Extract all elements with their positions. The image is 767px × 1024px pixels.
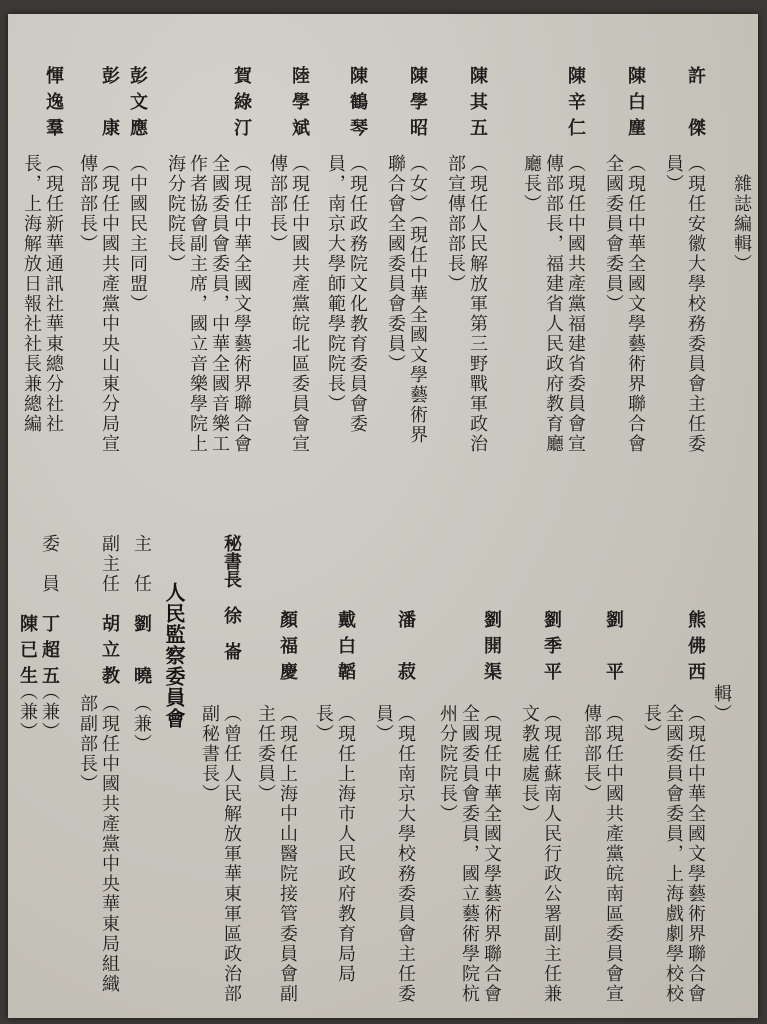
entry-name: 劉 平 (603, 610, 624, 688)
entry-name: 劉季平 (541, 610, 562, 688)
entry-name: 惲逸羣 (43, 66, 64, 144)
committee-name: 丁超五 (39, 614, 60, 692)
entry-text: （曾任人民解放軍華東軍區政治部 (221, 704, 242, 1004)
committee-name: 劉 曉 (131, 614, 152, 692)
entry-name: 熊佛西 (685, 610, 706, 688)
entry-text: （現任中華全國文學藝術界聯合會 (481, 704, 502, 1004)
entry-text: （現任中國共產黨中央山東分局宣 (99, 154, 120, 454)
entry-text: 部宣傳部部長） (445, 154, 466, 294)
entry-text: 傳部部長，福建省人民政府教育廳 (543, 154, 564, 454)
entry-text: 全國委員會委員，國立藝術學院杭 (459, 704, 480, 1004)
entry-text: 主任委員） (255, 704, 276, 804)
entry-text: （現任政務院文化教育委員會委 (347, 154, 368, 434)
entry-text: 員） (373, 704, 394, 744)
committee-text: （兼） (39, 682, 60, 742)
entry-text: （現任中華全國文學藝術界聯合會 (685, 704, 706, 1004)
entry-text: （現任中國共產黨福建省委員會宣 (565, 154, 586, 454)
entry-text: （現任蘇南人民行政公署副主任兼 (541, 704, 562, 1004)
entry-text: 廳長） (521, 154, 542, 214)
committee-text: （兼） (17, 682, 38, 742)
committee-title: 副主任 (99, 534, 120, 594)
entry-text: 全國委員會委員，中華全國音樂工 (209, 154, 230, 454)
entry-text: 傳部部長） (581, 704, 602, 804)
entry-name: 賀綠汀 (231, 66, 252, 144)
committee-title: 委 員 (39, 534, 60, 594)
entry-text: （現任中華全國文學藝術界聯合會 (625, 154, 646, 454)
entry-text: （女）（現任中華全國文學藝術界 (407, 154, 428, 445)
entry-name: 陳辛仁 (565, 66, 586, 144)
committee-name: 陳已生 (17, 614, 38, 692)
entry-name: 戴白韜 (335, 610, 356, 688)
committee-name: 胡立教 (99, 614, 120, 692)
entry-text: （現任安徽大學校務委員會主任委 (685, 154, 706, 454)
entry-name: 陸學斌 (289, 66, 310, 144)
entry-text: 作者協會副主席，國立音樂學院上 (187, 154, 208, 454)
entry-text: 全國委員會委員，上海戲劇學校校 (663, 704, 684, 1004)
entry-name: 許 傑 (685, 66, 706, 144)
committee-text: 部副部長） (77, 694, 98, 794)
book-page (8, 14, 758, 1018)
entry-text: （現任南京大學校務委員會主任委 (395, 704, 416, 1004)
entry-text: 長） (641, 704, 662, 744)
committee-title: 主 任 (131, 534, 152, 594)
entry-name: 彭 康 (99, 66, 120, 144)
entry-text: 傳部部長） (267, 154, 288, 254)
entry-text: （現任上海中山醫院接管委員會副 (277, 704, 298, 1004)
entry-text: 副秘書長） (199, 704, 220, 804)
entry-text: 州分院院長） (437, 704, 458, 824)
entry-text: （現任中華全國文學藝術界聯合會 (231, 154, 252, 454)
entry-name: 陳鶴琴 (347, 66, 368, 144)
entry-text: 海分院院長） (165, 154, 186, 274)
section-heading: 人民監察委員會 (162, 582, 186, 729)
entry-text: 員） (663, 154, 684, 194)
entry-text: 長，上海解放日報社社長兼總編 (21, 154, 42, 434)
entry-name: 陳學昭 (407, 66, 428, 144)
entry-name: 秘書長 徐 崙 (221, 534, 242, 660)
entry-continuation: 雜誌編輯） (731, 174, 752, 274)
entry-text: （現任中國共產黨皖北區委員會宣 (289, 154, 310, 454)
entry-name: 潘 菽 (395, 610, 416, 688)
entry-name: 顏福慶 (277, 610, 298, 688)
entry-name: 彭文應 (127, 66, 148, 144)
entry-name: 劉開渠 (481, 610, 502, 688)
entry-text: （現任新華通訊社華東總分社社 (43, 154, 64, 434)
entry-text: 聯合會全國委員會委員） (385, 154, 406, 374)
entry-text: （現任上海市人民政府教育局局 (335, 704, 356, 984)
entry-text: 長） (313, 704, 334, 744)
entry-text: （現任中國共產黨皖南區委員會宣 (603, 704, 624, 1004)
entry-text: 全國委員會委員） (603, 154, 624, 314)
entry-name: 陳白塵 (625, 66, 646, 144)
committee-text: （現任中國共產黨中央華東局組織 (99, 694, 120, 994)
entry-text: （中國民主同盟） (127, 154, 148, 314)
entry-text: 文教處處長） (519, 704, 540, 824)
entry-continuation: 輯） (711, 684, 732, 724)
entry-text: 傳部部長） (77, 154, 98, 254)
entry-text: （現任人民解放軍第三野戰軍政治 (467, 154, 488, 454)
entry-text: 員，南京大學師範學院院長） (325, 154, 346, 414)
entry-name: 陳其五 (467, 66, 488, 144)
committee-text: （兼） (131, 694, 152, 754)
